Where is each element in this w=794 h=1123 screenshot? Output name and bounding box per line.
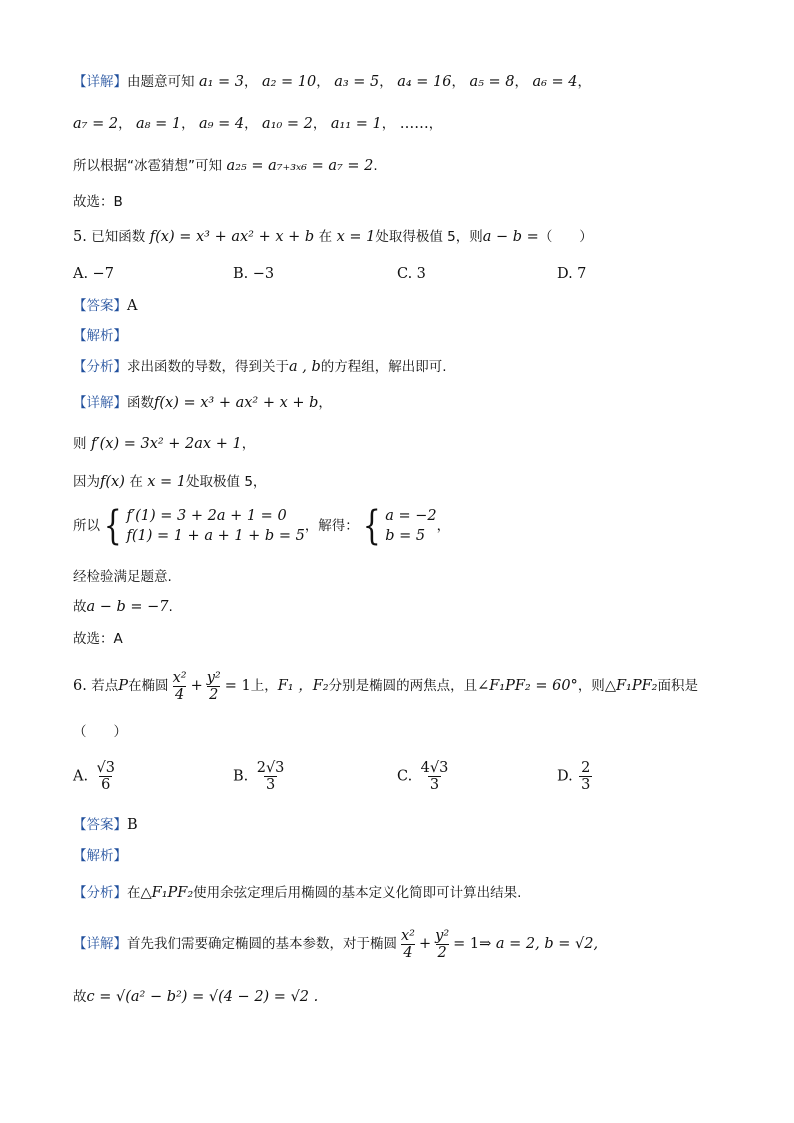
q5-detail: 【详解】函数f(x) = x³ + ax² + x + b，: [73, 395, 332, 411]
x-value: x = 1: [147, 474, 187, 490]
detail-tag: 【详解】: [73, 936, 127, 952]
q5-because: [73, 472, 266, 492]
detail-tag: 【详解】: [73, 74, 127, 90]
implication-expr: ⇒ a = 2, b = √2,: [479, 936, 599, 952]
option-label: A.: [73, 768, 89, 785]
seq-term: a₈ = 1: [136, 116, 182, 132]
c-expr: c = √(a² − b²) = √(4 − 2) = √2 .: [86, 989, 319, 1005]
numerator: 2√3: [256, 760, 285, 776]
stem-text: 上，: [250, 678, 278, 694]
fraction-x2-4: $\frac{\text{x²}}{4}$: [401, 927, 415, 961]
solution: b = 5: [385, 528, 426, 544]
seq-term: a₁ = 3: [198, 74, 245, 90]
result-expr: a − b = −7: [86, 599, 169, 615]
solution-system: [385, 506, 436, 546]
denominator: 3: [265, 777, 276, 793]
q4-choose: 故选：B: [73, 194, 123, 210]
stem-text: 面积是: [657, 678, 698, 694]
detail-text: 则: [73, 436, 87, 452]
left-brace: {: [103, 503, 122, 549]
q5-choose: 故选：A: [73, 631, 123, 647]
seq-term: a₁₀ = 2: [262, 116, 313, 132]
stem-text: 在: [318, 229, 333, 245]
option-value: −7: [92, 266, 114, 282]
q6-option-a: [73, 760, 119, 793]
numerator: 2: [581, 760, 591, 776]
q5-derivative: 则 f′(x) = 3x² + 2ax + 1，: [73, 436, 256, 452]
detail-text: 故: [73, 599, 87, 615]
option-value: 7: [577, 266, 587, 282]
solution: a = −2: [385, 508, 437, 524]
q6-detail: 【详解】首先我们需要确定椭圆的基本参数，对于椭圆 $\frac{\text{x²}}{4}$ + $\frac{\text{y²}}{2}$ = 1⇒ a = 2, b = √2,: [73, 927, 599, 961]
q4-conclusion: 所以根据“冰雹猜想”可知 a₂₅ = a₇₊₃ₓ₆ = a₇ = 2.: [73, 158, 378, 174]
answer-paren: （ ）: [538, 229, 593, 245]
q6-analysis-tag: 【解析】: [73, 848, 127, 864]
seq-term: a₃ = 5: [334, 74, 380, 90]
q5-system: 所以{ f′(1) = 3 + 2a + 1 = 0 f(1) = 1 + a + 1 + b = 5 ，解得：{ a = −2 b = 5 ，: [73, 503, 451, 549]
seq-term: a₄ = 16: [397, 74, 452, 90]
detail-intro: 由题意可知: [127, 74, 195, 90]
q6-c-value: [73, 987, 318, 1007]
q5-check: 经检验满足题意.: [73, 569, 172, 585]
question-number: 6.: [73, 678, 87, 694]
option-label: A.: [73, 266, 89, 282]
numerator: √3: [96, 760, 116, 776]
seq-term: a₁₁ = 1: [330, 116, 382, 132]
seq-term: a₉ = 4: [199, 116, 245, 132]
fenxi-text: 使用余弦定理后用椭圆的基本定义化简即可计算出结果.: [193, 885, 522, 901]
q4-detail-line: 【详解】由题意可知 a₁ = 3， a₂ = 10， a₃ = 5， a₄ = 16， a₅ = 8， a₆ = 4，: [73, 74, 592, 90]
option-label: D.: [557, 768, 573, 785]
fenxi-tag: 【分析】: [73, 359, 127, 375]
fenxi-text: 求出函数的导数，得到关于: [127, 359, 289, 375]
option-fraction: [95, 760, 117, 793]
option-label: C.: [397, 768, 413, 785]
detail-tag: 【详解】: [73, 395, 127, 411]
q5-result: 故a − b = −7.: [73, 599, 173, 615]
fraction-y2-2: $\frac{\text{y²}}{2}$: [206, 669, 221, 703]
q6-stem: 6. 若点P在椭圆 $\frac{\text{x²}}{4}$ + $\frac{\text{y²}}{2}$ = 1上，F₁ ，F₂分别是椭圆的两焦点，且∠F₁PF₂ = 60°，则△F₁PF₂面积是: [73, 669, 698, 703]
option-label: B.: [233, 768, 249, 785]
option-fraction: [579, 760, 592, 793]
denominator: 6: [101, 777, 111, 793]
fraction-y2-2: $\frac{\text{y²}}{2}$: [435, 927, 450, 961]
x-value: x = 1: [336, 229, 376, 245]
q6-answer: [73, 815, 138, 835]
left-brace: {: [362, 503, 381, 549]
seq-term: a₆ = 4: [532, 74, 578, 90]
derivative-expr: f′(x) = 3x² + 2ax + 1: [90, 436, 242, 452]
seq-term: a₅ = 8: [469, 74, 515, 90]
detail-text: 函数: [127, 395, 154, 411]
angle-expr: ∠F₁PF₂ = 60°: [477, 678, 578, 694]
equation: f′(1) = 3 + 2a + 1 = 0: [126, 508, 287, 524]
point-p: P: [118, 678, 129, 694]
option-value: 3: [416, 266, 426, 282]
answer-value: B: [127, 817, 138, 833]
detail-text: 首先我们需要确定椭圆的基本参数，对于椭圆: [127, 936, 397, 952]
seq-ellipsis: ……: [399, 116, 429, 132]
fenxi-text: 在: [127, 885, 141, 901]
answer-tag: 【答案】: [73, 817, 127, 833]
q5-option-d: [557, 264, 586, 284]
detail-text: 故: [73, 989, 87, 1005]
q5-stem: [73, 227, 593, 247]
function-expr: f(x) = x³ + ax² + x + b: [154, 395, 319, 411]
stem-text: 处取得极值 5，则: [375, 229, 483, 245]
answer-value: A: [127, 298, 138, 314]
q5-option-b: [233, 264, 274, 284]
option-label: B.: [233, 266, 249, 282]
answer-tag: 【答案】: [73, 298, 127, 314]
target-expr: a − b =: [482, 229, 539, 245]
denominator: 3: [581, 777, 591, 793]
q5-fenxi: [73, 357, 447, 377]
equation: f(1) = 1 + a + 1 + b = 5: [126, 528, 305, 544]
option-value: −3: [252, 266, 275, 282]
q6-option-d: [557, 760, 594, 793]
conclusion-math: a₂₅ = a₇₊₃ₓ₆ = a₇ = 2: [226, 158, 374, 174]
conclusion-text: 所以根据“冰雹猜想”可知: [73, 158, 222, 174]
question-number: 5.: [73, 229, 87, 245]
seq-term: a₂ = 10: [261, 74, 317, 90]
numerator: 4√3: [420, 760, 449, 776]
detail-text: 在: [129, 474, 143, 490]
fx-expr: f(x): [100, 474, 125, 490]
q6-option-c: [397, 760, 452, 793]
q5-answer: [73, 296, 137, 316]
seq-term: a₇ = 2: [73, 116, 119, 132]
q4-seq-line2: a₇ = 2， a₈ = 1， a₉ = 4， a₁₀ = 2， a₁₁ = 1， ……，: [73, 116, 443, 132]
detail-text: ，解得：: [304, 518, 359, 534]
equation-system: [126, 506, 304, 546]
q6-paren: （ ）: [73, 724, 127, 740]
function-expr: f(x) = x³ + ax² + x + b: [149, 229, 315, 245]
stem-text: 若点: [91, 678, 119, 694]
detail-text: 所以: [73, 518, 100, 534]
detail-text: 因为: [73, 474, 100, 490]
q6-fenxi: [73, 883, 521, 903]
option-fraction: [255, 760, 287, 793]
fenxi-text: 的方程组，解出即可.: [320, 359, 447, 375]
option-label: D.: [557, 266, 573, 282]
q5-option-a: [73, 264, 114, 284]
denominator: 3: [429, 777, 440, 793]
q6-option-b: [233, 760, 288, 793]
fraction-x2-4: $\frac{\text{x²}}{4}$: [172, 669, 187, 703]
stem-text: ，则: [577, 678, 605, 694]
stem-text: 分别是椭圆的两焦点，且: [328, 678, 478, 694]
option-fraction: [419, 760, 451, 793]
foci: F₁ ，F₂: [277, 678, 329, 694]
option-label: C.: [397, 266, 413, 282]
triangle-expr: △F₁PF₂: [140, 885, 194, 901]
stem-text: 在椭圆: [128, 678, 169, 694]
detail-text: 处取极值 5，: [186, 474, 267, 490]
q5-analysis-tag: 【解析】: [73, 328, 127, 344]
stem-text: 已知函数: [91, 229, 146, 245]
fenxi-vars: a , b: [289, 359, 321, 375]
triangle-expr: △F₁PF₂: [604, 678, 658, 694]
fenxi-tag: 【分析】: [73, 885, 127, 901]
q5-option-c: [397, 264, 426, 284]
